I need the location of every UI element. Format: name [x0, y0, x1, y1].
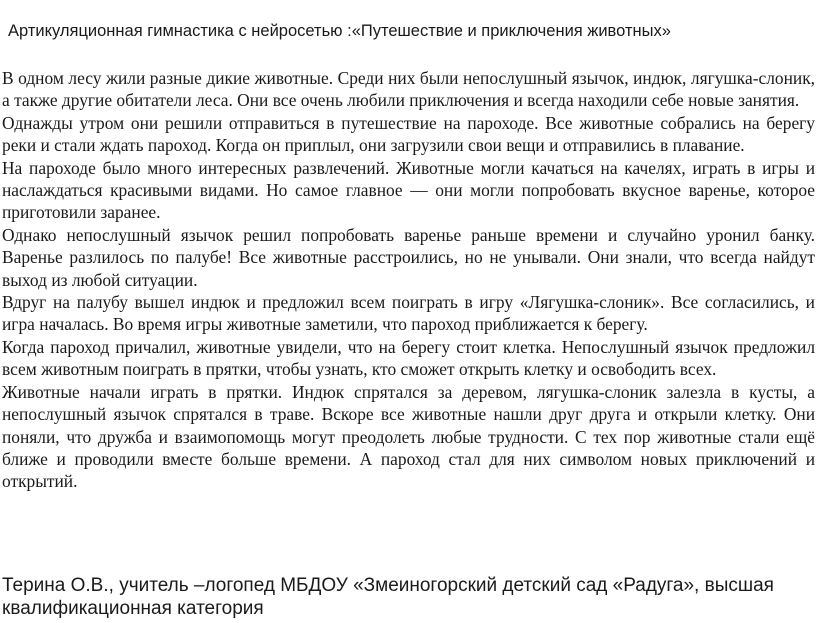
author-credit: Терина О.В., учитель –логопед МБДОУ «Змеиногорский детский сад «Радуга», высшая квалификационная категория [2, 575, 774, 619]
story-paragraph: Однако непослушный язычок решил попробовать варенье раньше времени и случайно уронил банку. Варенье разлилось по палубе! Все животные расстроились, но не унывали. Они знали, что всегда найдут выход из любой ситуации. [2, 224, 815, 290]
story-paragraph: Когда пароход причалил, животные увидели, что на берегу стоит клетка. Непослушный язычок предложил всем животным поиграть в прятки, чтобы узнать, кто сможет открыть клетку и освободить всех. [2, 336, 815, 380]
document-title: Артикуляционная гимнастика с нейросетью :«Путешествие и приключения животных» [8, 22, 671, 40]
story-paragraph: В одном лесу жили разные дикие животные. Среди них были непослушный язычок, индюк, лягушка-слоник, а также другие обитатели леса. Они все очень любили приключения и всегда находили себе новые занятия. [2, 68, 815, 111]
story-paragraph: Животные начали играть в прятки. Индюк спрятался за деревом, лягушка-слоник залезла в кусты, а непослушный язычок спрятался в траве. Вскоре все животные нашли друг друга и открыли клетку. Они поняли, что дружба и взаимопомощь могут преодолеть любые трудности. С тех пор животные стали ещё ближе и проводили вместе больше времени. А пароход стал для них символом новых приключений и открытий. [2, 381, 815, 492]
story-body [2, 67, 815, 493]
story-paragraph: Вдруг на палубу вышел индюк и предложил всем поиграть в игру «Лягушка-слоник». Все согласились, и игра началась. Во время игры животные заметили, что пароход приближается к берегу. [2, 292, 815, 335]
story-paragraph: На пароходе было много интересных развлечений. Животные могли качаться на качелях, играть в игры и наслаждаться красивыми видами. Но самое главное — они могли попробовать вкусное варенье, которое приготовили заранее. [2, 157, 815, 223]
story-paragraph: Однажды утром они решили отправиться в путешествие на пароходе. Все животные собрались на берегу реки и стали ждать пароход. Когда он приплыл, они загрузили свои вещи и отправились в плавание. [2, 112, 815, 156]
